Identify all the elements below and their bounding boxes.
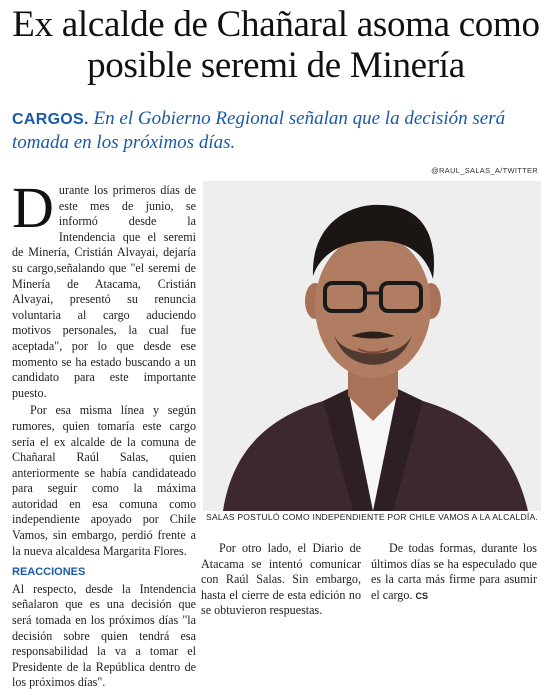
kicker-tag: CARGOS. <box>12 111 89 128</box>
end-mark: CS <box>415 590 428 601</box>
article-column-2 <box>201 541 361 621</box>
photo-credit: @RAUL_SALAS_A/TWITTER <box>431 166 538 175</box>
article-paragraph: Al respecto, desde la Intendencia señalaron que es una decisión que será tomada en los próximos días "la decisión sobre quien tendrá esa responsabilidad la va a tomar el Presidente de la República dentro de los próximos días". <box>12 581 196 690</box>
kicker <box>12 107 542 154</box>
dropcap: D <box>12 175 54 240</box>
kicker-text: En el Gobierno Regional señalan que la decisión será tomada en los próximos días. <box>12 108 506 153</box>
headline: Ex alcalde de Chañaral asoma como posible seremi de Minería <box>12 4 540 86</box>
article-photo <box>203 181 541 511</box>
article-column-1 <box>12 175 196 693</box>
article-paragraph: Por otro lado, el Diario de Atacama se intentó comunicar con Raúl Salas. Sin embargo, hasta el cierre de esta edición no se obtuvieron respuestas. <box>201 541 361 618</box>
article-paragraph: De todas formas, durante los últimos días se ha especulado que es la carta más firme para asumir el cargo. CS <box>371 541 537 602</box>
article-paragraph: Por esa misma línea y según rumores, quien tomaría este cargo sería el ex alcalde de la comuna de Chañaral Raúl Salas, quien anteriormente se había candidateado para seguir como la máxima autoridad en esa comuna como independiente apoyado por Chile Vamos, sin embargo, perdió frente a la nueva alcaldesa Margarita Flores. <box>12 403 196 558</box>
article-paragraph: Durante los primeros días de este mes de junio, se informó desde la Intendencia que el seremi de Minería, Cristián Alvayai, dejaría su cargo,señalando que "el seremi de Minería de Atacama, Cristián Alvayai, presentó su renuncia voluntaria al cargo aduciendo motivos personales, la cual fue aceptada", por lo que desde ese momento se ha estado buscando a un candidato para este importante puesto. <box>12 175 196 400</box>
article-column-3 <box>371 541 537 606</box>
section-subhead: REACCIONES <box>12 566 86 579</box>
photo-caption: SALAS POSTULÓ COMO INDEPENDIENTE POR CHILE VAMOS A LA ALCALDÍA. <box>206 512 538 522</box>
portrait-illustration <box>203 181 541 511</box>
